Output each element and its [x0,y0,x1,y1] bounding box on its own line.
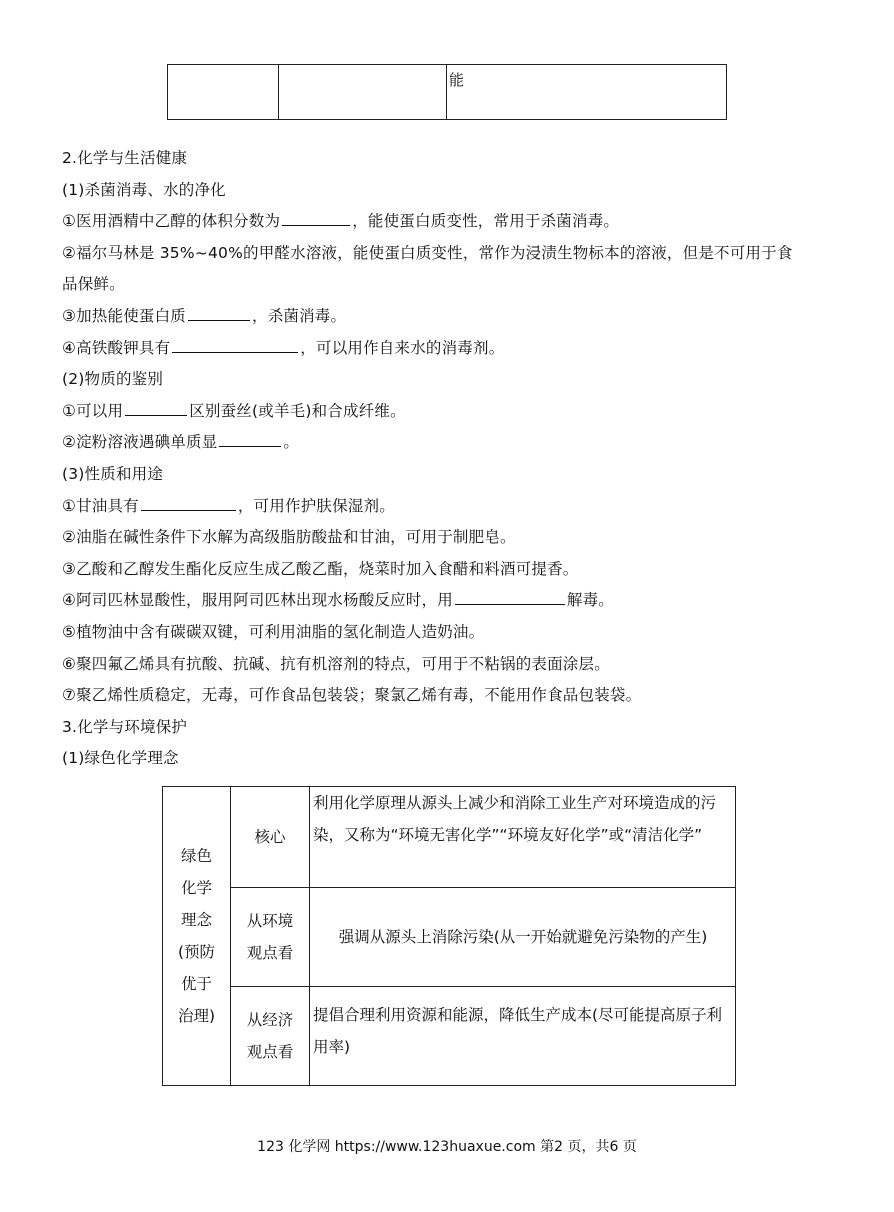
fill-blank [282,211,350,226]
page-footer: 123 化学网 https://www.123huaxue.com 第2 页，共6 页 [257,1139,637,1155]
subsection-heading: (1)绿色化学理念 [62,749,179,768]
top-table-cell-3: 能 [447,65,727,120]
row-label-economy: 从经济 观点看 [231,987,310,1086]
row-label-core: 核心 [231,787,310,888]
row-text-economy: 提倡合理利用资源和能源，降低生产成本(尽可能提高原子利用率) [310,987,736,1086]
row-label-environment: 从环境 观点看 [231,888,310,987]
subsection-heading: (2)物质的鉴别 [62,370,164,389]
list-item: 品保鲜。 [62,275,125,294]
row-text-core: 利用化学原理从源头上减少和消除工业生产对环境造成的污染，又称为“环境无害化学”“环境友好化学”或“清洁化学” [310,787,736,888]
fill-blank [125,401,187,416]
section-heading: 3.化学与环境保护 [62,717,188,736]
subsection-heading: (3)性质和用途 [62,464,164,483]
list-item: ⑥聚四氟乙烯具有抗酸、抗碱、抗有机溶剂的特点，可用于不粘锅的表面涂层。 [62,654,610,673]
list-item: ②福尔马林是 35%~40%的甲醛水溶液，能使蛋白质变性，常作为浸渍生物标本的溶液，但是不可用于食 [62,243,793,262]
subsection-heading: (1)杀菌消毒、水的净化 [62,180,226,199]
list-item: ⑦聚乙烯性质稳定，无毒，可作食品包装袋；聚氯乙烯有毒，不能用作食品包装袋。 [62,686,642,705]
section-heading: 2.化学与生活健康 [62,149,188,167]
list-item: ①医用酒精中乙醇的体积分数为 ，能使蛋白质变性，常用于杀菌消毒。 [62,212,620,231]
row-text-environment: 强调从源头上消除污染(从一开始就避免污染物的产生) [310,888,736,987]
top-table-fragment [167,64,727,120]
list-item: ③加热能使蛋白质 ，杀菌消毒。 [62,306,347,325]
list-item: ②油脂在碱性条件下水解为高级脂肪酸盐和甘油，可用于制肥皂。 [62,528,516,547]
list-item: ⑤植物油中含有碳碳双键，可利用油脂的氢化制造人造奶油。 [62,622,485,641]
top-table-cell-2 [279,65,447,120]
fill-blank [455,590,565,605]
fill-blank [141,496,236,511]
list-item: ③乙酸和乙醇发生酯化反应生成乙酸乙酯，烧菜时加入食醋和料酒可提香。 [62,559,579,578]
green-chemistry-concept-cell: 绿色 化学 理念 (预防 优于 治理) [163,787,231,1086]
list-item: ①可以用 区别蚕丝(或羊毛)和合成纤维。 [62,401,406,420]
green-chemistry-table [162,786,736,1086]
list-item: ②淀粉溶液遇碘单质显 。 [62,433,300,452]
body-text [62,143,842,775]
list-item: ①甘油具有 ，可用作护肤保湿剂。 [62,496,395,515]
fill-blank [172,338,298,353]
top-table-cell-1 [168,65,279,120]
fill-blank [219,432,281,447]
fill-blank [188,306,250,321]
list-item: ④高铁酸钾具有 ，可以用作自来水的消毒剂。 [62,338,505,357]
list-item: ④阿司匹林显酸性，服用阿司匹林出现水杨酸反应时，用 解毒。 [62,591,615,610]
